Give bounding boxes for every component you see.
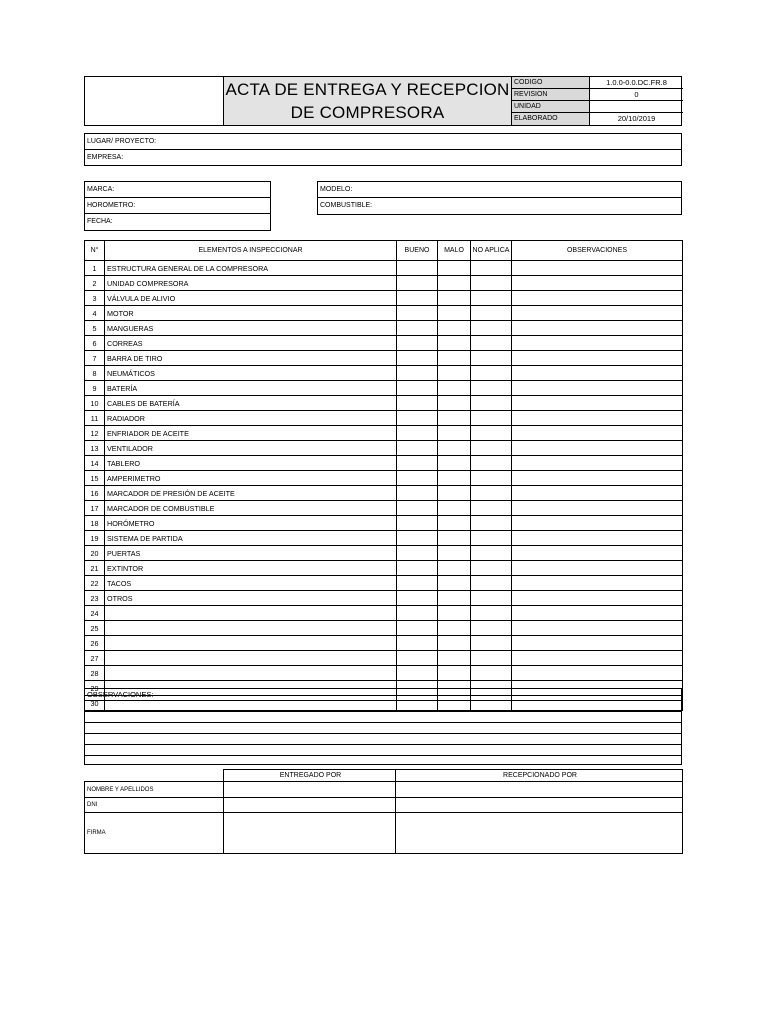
row-number: 3 xyxy=(85,291,105,306)
inspection-row xyxy=(85,381,683,396)
inspection-row xyxy=(85,606,683,621)
document-title xyxy=(224,77,512,125)
observaciones-cell[interactable] xyxy=(512,441,683,456)
meta-row-revision xyxy=(512,89,683,101)
malo-cell[interactable] xyxy=(438,321,471,336)
no-aplica-cell[interactable] xyxy=(471,291,512,306)
inspection-row xyxy=(85,471,683,486)
meta-value xyxy=(590,101,683,112)
bueno-cell[interactable] xyxy=(397,516,438,531)
equipment-left-box xyxy=(84,181,271,231)
observaciones-cell[interactable] xyxy=(512,561,683,576)
row-element: CABLES DE BATERÍA xyxy=(105,396,397,411)
bueno-cell[interactable] xyxy=(397,501,438,516)
header-malo: MALO xyxy=(438,241,471,261)
observaciones-cell[interactable] xyxy=(512,546,683,561)
equipment-right-box xyxy=(317,181,682,215)
no-aplica-cell[interactable] xyxy=(471,366,512,381)
no-aplica-cell[interactable] xyxy=(471,411,512,426)
bueno-cell[interactable] xyxy=(397,441,438,456)
document-header xyxy=(84,76,682,126)
row-number: 19 xyxy=(85,531,105,546)
row-number: 30 xyxy=(85,696,105,711)
no-aplica-cell[interactable] xyxy=(471,591,512,606)
row-element xyxy=(105,606,397,621)
inspection-row xyxy=(85,501,683,516)
meta-row-elaborado xyxy=(512,113,683,125)
bueno-cell[interactable] xyxy=(397,531,438,546)
bueno-cell[interactable] xyxy=(397,336,438,351)
recepcionado-header: RECEPCIONADO POR xyxy=(396,770,683,782)
no-aplica-cell[interactable] xyxy=(471,576,512,591)
observations-label: OBSERVACIONES: xyxy=(87,690,154,699)
nombre-label: NOMBRE Y APELLIDOS xyxy=(85,782,224,798)
inspection-row xyxy=(85,321,683,336)
inspection-row xyxy=(85,351,683,366)
inspection-row xyxy=(85,261,683,276)
no-aplica-cell[interactable] xyxy=(471,426,512,441)
malo-cell[interactable] xyxy=(438,621,471,636)
observations-line xyxy=(85,711,681,712)
bueno-cell[interactable] xyxy=(397,471,438,486)
row-element: BARRA DE TIRO xyxy=(105,351,397,366)
malo-cell[interactable] xyxy=(438,666,471,681)
bueno-cell[interactable] xyxy=(397,291,438,306)
bueno-cell[interactable] xyxy=(397,621,438,636)
no-aplica-cell[interactable] xyxy=(471,351,512,366)
no-aplica-cell[interactable] xyxy=(471,666,512,681)
observaciones-cell[interactable] xyxy=(512,606,683,621)
general-info-box xyxy=(84,133,682,166)
inspection-row xyxy=(85,426,683,441)
meta-label: CODIGO xyxy=(512,77,590,88)
row-number: 2 xyxy=(85,276,105,291)
inspection-row xyxy=(85,276,683,291)
inspection-row xyxy=(85,456,683,471)
inspection-row xyxy=(85,636,683,651)
bueno-cell[interactable] xyxy=(397,591,438,606)
no-aplica-cell[interactable] xyxy=(471,501,512,516)
empresa-field[interactable]: EMPRESA: xyxy=(87,154,124,161)
row-number: 1 xyxy=(85,261,105,276)
inspection-row xyxy=(85,531,683,546)
row-number: 5 xyxy=(85,321,105,336)
recepcionado-dni-cell[interactable] xyxy=(396,798,683,813)
row-element: OTROS xyxy=(105,591,397,606)
inspection-row xyxy=(85,561,683,576)
observaciones-cell[interactable] xyxy=(512,636,683,651)
observations-line xyxy=(85,744,681,745)
malo-cell[interactable] xyxy=(438,261,471,276)
modelo-field[interactable]: MODELO: xyxy=(318,182,681,198)
row-element: AMPERIMETRO xyxy=(105,471,397,486)
no-aplica-cell[interactable] xyxy=(471,546,512,561)
observations-box[interactable] xyxy=(84,688,682,765)
row-number: 27 xyxy=(85,651,105,666)
observaciones-cell[interactable] xyxy=(512,501,683,516)
row-number: 10 xyxy=(85,396,105,411)
meta-value: 20/10/2019 xyxy=(617,114,656,123)
bueno-cell[interactable] xyxy=(397,396,438,411)
marca-field[interactable]: MARCA: xyxy=(85,182,270,198)
observaciones-cell[interactable] xyxy=(512,276,683,291)
signature-row-firma xyxy=(85,813,683,854)
observaciones-cell[interactable] xyxy=(512,591,683,606)
bueno-cell[interactable] xyxy=(397,351,438,366)
row-number: 9 xyxy=(85,381,105,396)
bueno-cell[interactable] xyxy=(397,381,438,396)
meta-label: REVISION xyxy=(512,89,590,100)
row-element: MARCADOR DE PRESIÓN DE ACEITE xyxy=(105,486,397,501)
malo-cell[interactable] xyxy=(438,381,471,396)
row-element: SISTEMA DE PARTIDA xyxy=(105,531,397,546)
inspection-row xyxy=(85,591,683,606)
row-element: MANGUERAS xyxy=(105,321,397,336)
no-aplica-cell[interactable] xyxy=(471,516,512,531)
no-aplica-cell[interactable] xyxy=(471,636,512,651)
meta-value: 1.0.0-0.0.DC.FR.8 xyxy=(606,78,667,87)
fecha-field[interactable]: FECHA: xyxy=(87,218,113,225)
observaciones-cell[interactable] xyxy=(512,621,683,636)
bueno-cell[interactable] xyxy=(397,456,438,471)
observaciones-cell[interactable] xyxy=(512,351,683,366)
malo-cell[interactable] xyxy=(438,426,471,441)
inspection-row xyxy=(85,621,683,636)
header-observaciones: OBSERVACIONES xyxy=(512,241,683,261)
observations-line xyxy=(85,733,681,734)
row-number: 13 xyxy=(85,441,105,456)
row-element xyxy=(105,651,397,666)
observaciones-cell[interactable] xyxy=(512,321,683,336)
no-aplica-cell[interactable] xyxy=(471,471,512,486)
bueno-cell[interactable] xyxy=(397,261,438,276)
observations-line xyxy=(85,755,681,756)
observaciones-cell[interactable] xyxy=(512,306,683,321)
row-number: 16 xyxy=(85,486,105,501)
row-element: EXTINTOR xyxy=(105,561,397,576)
malo-cell[interactable] xyxy=(438,291,471,306)
row-number: 7 xyxy=(85,351,105,366)
entregado-nombre-cell[interactable] xyxy=(224,782,396,798)
malo-cell[interactable] xyxy=(438,486,471,501)
malo-cell[interactable] xyxy=(438,546,471,561)
malo-cell[interactable] xyxy=(438,636,471,651)
inspection-row xyxy=(85,516,683,531)
recepcionado-firma-cell[interactable] xyxy=(396,813,683,854)
row-element: TACOS xyxy=(105,576,397,591)
bueno-cell[interactable] xyxy=(397,411,438,426)
bueno-cell[interactable] xyxy=(397,636,438,651)
inspection-rows xyxy=(85,261,683,711)
row-element: PUERTAS xyxy=(105,546,397,561)
observations-line xyxy=(85,722,681,723)
observaciones-cell[interactable] xyxy=(512,456,683,471)
row-number: 20 xyxy=(85,546,105,561)
malo-cell[interactable] xyxy=(438,576,471,591)
row-element: ESTRUCTURA GENERAL DE LA COMPRESORA xyxy=(105,261,397,276)
bueno-cell[interactable] xyxy=(397,561,438,576)
no-aplica-cell[interactable] xyxy=(471,651,512,666)
row-element xyxy=(105,636,397,651)
signature-row-dni xyxy=(85,798,683,813)
inspection-row xyxy=(85,366,683,381)
header-elements: ELEMENTOS A INSPECCIONAR xyxy=(105,241,397,261)
row-element xyxy=(105,666,397,681)
no-aplica-cell[interactable] xyxy=(471,486,512,501)
malo-cell[interactable] xyxy=(438,396,471,411)
malo-cell[interactable] xyxy=(438,351,471,366)
row-number: 22 xyxy=(85,576,105,591)
malo-cell[interactable] xyxy=(438,276,471,291)
row-element: UNIDAD COMPRESORA xyxy=(105,276,397,291)
bueno-cell[interactable] xyxy=(397,276,438,291)
inspection-row xyxy=(85,411,683,426)
row-number: 24 xyxy=(85,606,105,621)
entregado-header: ENTREGADO POR xyxy=(224,770,396,782)
bueno-cell[interactable] xyxy=(397,426,438,441)
no-aplica-cell[interactable] xyxy=(471,621,512,636)
observaciones-cell[interactable] xyxy=(512,381,683,396)
row-number: 28 xyxy=(85,666,105,681)
malo-cell[interactable] xyxy=(438,366,471,381)
malo-cell[interactable] xyxy=(438,441,471,456)
combustible-field[interactable]: COMBUSTIBLE: xyxy=(320,202,373,209)
logo-placeholder xyxy=(85,77,224,125)
malo-cell[interactable] xyxy=(438,561,471,576)
observaciones-cell[interactable] xyxy=(512,366,683,381)
bueno-cell[interactable] xyxy=(397,306,438,321)
row-element: RADIADOR xyxy=(105,411,397,426)
meta-value: 0 xyxy=(634,90,639,99)
row-number: 26 xyxy=(85,636,105,651)
meta-row-unidad xyxy=(512,101,683,113)
bueno-cell[interactable] xyxy=(397,366,438,381)
observaciones-cell[interactable] xyxy=(512,651,683,666)
malo-cell[interactable] xyxy=(438,591,471,606)
no-aplica-cell[interactable] xyxy=(471,441,512,456)
inspection-row xyxy=(85,576,683,591)
row-element: VÁLVULA DE ALIVIO xyxy=(105,291,397,306)
header-no-aplica: NO APLICA xyxy=(471,241,512,261)
row-number: 14 xyxy=(85,456,105,471)
malo-cell[interactable] xyxy=(438,456,471,471)
no-aplica-cell[interactable] xyxy=(471,306,512,321)
inspection-row xyxy=(85,546,683,561)
inspection-row xyxy=(85,396,683,411)
firma-label: FIRMA xyxy=(85,813,224,854)
bueno-cell[interactable] xyxy=(397,576,438,591)
row-number: 23 xyxy=(85,591,105,606)
row-number: 15 xyxy=(85,471,105,486)
row-element: ENFRIADOR DE ACEITE xyxy=(105,426,397,441)
inspection-row xyxy=(85,291,683,306)
observaciones-cell[interactable] xyxy=(512,576,683,591)
malo-cell[interactable] xyxy=(438,501,471,516)
observations-line xyxy=(85,700,681,701)
title-line-1: ACTA DE ENTREGA Y RECEPCION xyxy=(225,80,510,99)
malo-cell[interactable] xyxy=(438,516,471,531)
row-element: TABLERO xyxy=(105,456,397,471)
no-aplica-cell[interactable] xyxy=(471,606,512,621)
row-element: NEUMÁTICOS xyxy=(105,366,397,381)
inspection-header-row xyxy=(85,241,683,261)
observaciones-cell[interactable] xyxy=(512,666,683,681)
row-number: 21 xyxy=(85,561,105,576)
observaciones-cell[interactable] xyxy=(512,426,683,441)
no-aplica-cell[interactable] xyxy=(471,561,512,576)
row-number: 11 xyxy=(85,411,105,426)
malo-cell[interactable] xyxy=(438,531,471,546)
signature-row-nombre xyxy=(85,782,683,798)
inspection-row xyxy=(85,486,683,501)
header-number: N° xyxy=(85,241,105,261)
meta-row-codigo xyxy=(512,77,683,89)
no-aplica-cell[interactable] xyxy=(471,261,512,276)
lugar-field[interactable]: LUGAR/ PROYECTO: xyxy=(85,134,681,150)
row-number: 18 xyxy=(85,516,105,531)
recepcionado-nombre-cell[interactable] xyxy=(396,782,683,798)
signature-corner xyxy=(85,770,224,782)
observaciones-cell[interactable] xyxy=(512,516,683,531)
bueno-cell[interactable] xyxy=(397,651,438,666)
observaciones-cell[interactable] xyxy=(512,411,683,426)
row-element: MARCADOR DE COMBUSTIBLE xyxy=(105,501,397,516)
title-line-2: DE COMPRESORA xyxy=(290,103,445,122)
observaciones-cell[interactable] xyxy=(512,336,683,351)
inspection-row xyxy=(85,336,683,351)
bueno-cell[interactable] xyxy=(397,666,438,681)
no-aplica-cell[interactable] xyxy=(471,456,512,471)
malo-cell[interactable] xyxy=(438,306,471,321)
no-aplica-cell[interactable] xyxy=(471,336,512,351)
entregado-dni-cell[interactable] xyxy=(224,798,396,813)
row-element: CORREAS xyxy=(105,336,397,351)
row-element: VENTILADOR xyxy=(105,441,397,456)
horometro-field[interactable]: HOROMETRO: xyxy=(85,198,270,214)
row-number: 25 xyxy=(85,621,105,636)
row-number: 8 xyxy=(85,366,105,381)
malo-cell[interactable] xyxy=(438,411,471,426)
malo-cell[interactable] xyxy=(438,651,471,666)
meta-label: UNIDAD xyxy=(512,101,590,112)
dni-label: DNI xyxy=(85,798,224,813)
row-number: 4 xyxy=(85,306,105,321)
no-aplica-cell[interactable] xyxy=(471,381,512,396)
row-number: 29 xyxy=(85,681,105,696)
malo-cell[interactable] xyxy=(438,336,471,351)
bueno-cell[interactable] xyxy=(397,486,438,501)
observaciones-cell[interactable] xyxy=(512,261,683,276)
row-element: BATERÍA xyxy=(105,381,397,396)
meta-label: ELABORADO xyxy=(512,113,590,125)
bueno-cell[interactable] xyxy=(397,321,438,336)
document-meta xyxy=(512,77,683,125)
signature-header-row xyxy=(85,770,683,782)
row-element: HORÓMETRO xyxy=(105,516,397,531)
inspection-row xyxy=(85,306,683,321)
bueno-cell[interactable] xyxy=(397,606,438,621)
observaciones-cell[interactable] xyxy=(512,531,683,546)
row-element xyxy=(105,621,397,636)
inspection-table xyxy=(84,240,682,711)
observaciones-cell[interactable] xyxy=(512,486,683,501)
entregado-firma-cell[interactable] xyxy=(224,813,396,854)
row-element: MOTOR xyxy=(105,306,397,321)
no-aplica-cell[interactable] xyxy=(471,531,512,546)
observaciones-cell[interactable] xyxy=(512,291,683,306)
row-number: 12 xyxy=(85,426,105,441)
observaciones-cell[interactable] xyxy=(512,396,683,411)
row-number: 17 xyxy=(85,501,105,516)
row-number: 6 xyxy=(85,336,105,351)
header-bueno: BUENO xyxy=(397,241,438,261)
inspection-row xyxy=(85,651,683,666)
inspection-row xyxy=(85,441,683,456)
inspection-row xyxy=(85,666,683,681)
no-aplica-cell[interactable] xyxy=(471,321,512,336)
signature-table xyxy=(84,769,682,854)
bueno-cell[interactable] xyxy=(397,546,438,561)
malo-cell[interactable] xyxy=(438,606,471,621)
observaciones-cell[interactable] xyxy=(512,471,683,486)
no-aplica-cell[interactable] xyxy=(471,396,512,411)
malo-cell[interactable] xyxy=(438,471,471,486)
no-aplica-cell[interactable] xyxy=(471,276,512,291)
